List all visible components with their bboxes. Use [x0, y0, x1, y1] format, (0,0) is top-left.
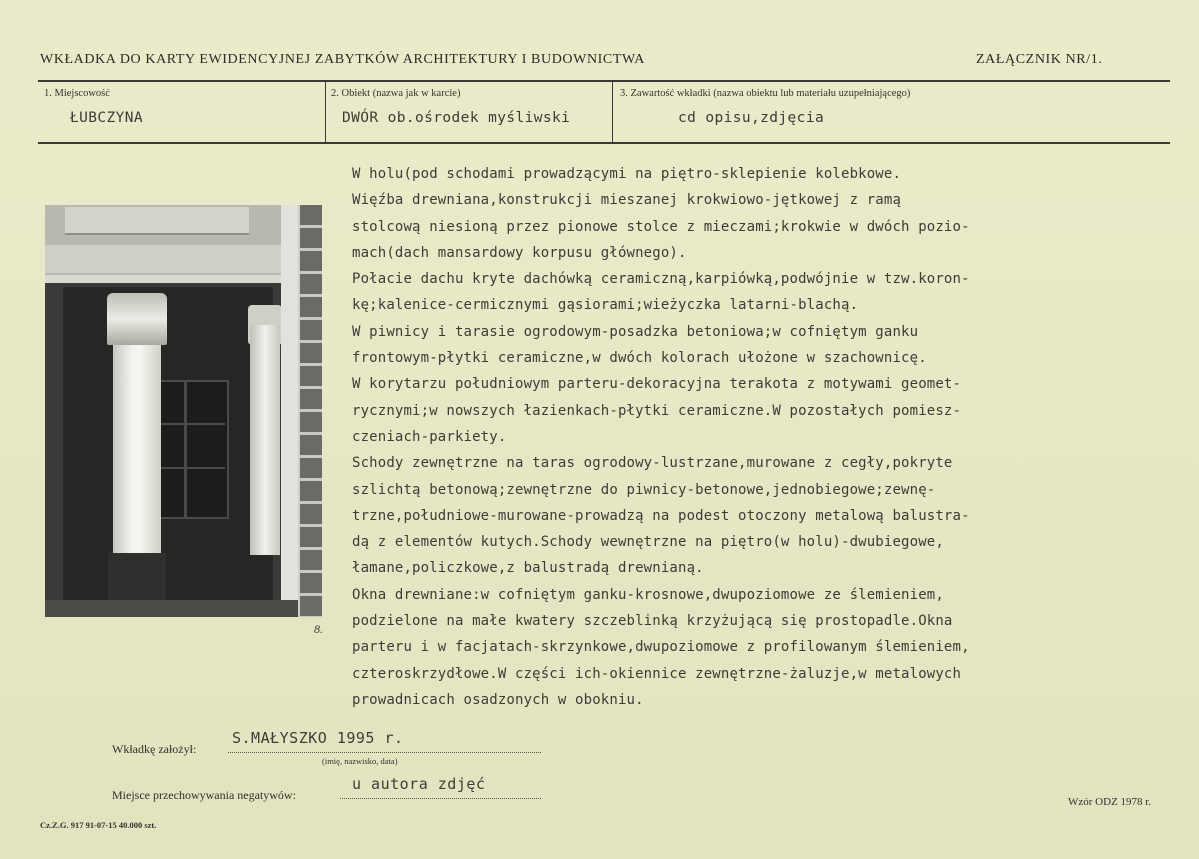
- field-value-locality: ŁUBCZYNA: [70, 110, 144, 126]
- description-line: mach(dach mansardowy korpusu głównego).: [352, 244, 687, 261]
- description-line: szlichtą betonową;zewnętrzne do piwnicy-betonowe,jednobiegowe;zewnę-: [352, 481, 936, 498]
- header-rule-bottom: [38, 142, 1170, 144]
- description-line: prowadnicach osadzonych w obokniu.: [352, 691, 644, 708]
- author-caption: (imię, nazwisko, data): [322, 756, 398, 766]
- description-text: [352, 161, 1152, 713]
- description-line: Połacie dachu kryte dachówką ceramiczną,karpiówką,podwójnie w tzw.koron-: [352, 271, 970, 288]
- description-line: łamane,policzkowe,z balustradą drewnianą.: [352, 560, 704, 577]
- storage-line: [340, 798, 541, 799]
- field-label-content: 3. Zawartość wkładki (nazwa obiektu lub materiału uzupełniającego): [620, 88, 911, 99]
- storage-value: u autora zdjęć: [352, 775, 486, 793]
- description-line: czteroskrzydłowe.W części ich-okiennice zewnętrzne-żaluzje,w metalowych: [352, 665, 962, 682]
- field-value-object: DWÓR ob.ośrodek myśliwski: [342, 110, 571, 126]
- building-photo: [45, 205, 322, 617]
- description-line: W holu(pod schodami prowadzącymi na piętro-sklepienie kolebkowe.: [352, 166, 902, 182]
- storage-label: Miejsce przechowywania negatywów:: [112, 788, 296, 802]
- print-info: Cz.Z.G. 917 91-07-15 40.000 szt.: [40, 820, 157, 830]
- description-line: kę;kalenice-cermicznymi gąsiorami;wieżyczka latarni-blachą.: [352, 297, 859, 314]
- description-line: podzielone na małe kwatery szczeblinką krzyżującą się prostopadle.Okna: [352, 613, 953, 630]
- description-line: W piwnicy i tarasie ogrodowym-posadzka betoniowa;w cofniętym ganku: [352, 323, 919, 340]
- author-label: Wkładkę założył:: [112, 742, 197, 756]
- description-line: Schody zewnętrzne na taras ogrodowy-lustrzane,murowane z cegły,pokryte: [352, 455, 953, 472]
- field-divider-2: [612, 82, 613, 142]
- description-line: stolcową niesioną przez pionowe stolce z mieczami;krokwie w dwóch pozio-: [352, 218, 970, 235]
- description-line: trzne,południowe-murowane-prowadzą na podest otoczony metalową balustra-: [352, 507, 970, 524]
- form-model: Wzór ODZ 1978 r.: [1068, 796, 1152, 808]
- photo-number: 8.: [314, 622, 323, 636]
- author-value: S.MAŁYSZKO 1995 r.: [232, 729, 404, 747]
- description-line: dą z elementów kutych.Schody wewnętrzne na piętro(w holu)-dwubiegowe,: [352, 534, 944, 551]
- description-line: W korytarzu południowym parteru-dekoracyjna terakota z motywami geomet-: [352, 376, 962, 393]
- description-line: Więźba drewniana,konstrukcji mieszanej krokwiowo-jętkowej z ramą: [352, 192, 902, 209]
- description-line: czeniach-parkiety.: [352, 428, 507, 445]
- description-line: frontowym-płytki ceramiczne,w dwóch kolorach ułożone w szachownicę.: [352, 350, 927, 367]
- field-label-locality: 1. Miejscowość: [44, 88, 110, 99]
- field-label-object: 2. Obiekt (nazwa jak w karcie): [331, 88, 461, 99]
- description-line: Okna drewniane:w cofniętym ganku-krosnowe,dwupoziomowe ze ślemieniem,: [352, 586, 944, 603]
- field-value-content: cd opisu,zdjęcia: [678, 110, 825, 126]
- attachment-number: ZAŁĄCZNIK NR/1.: [976, 52, 1103, 67]
- author-line: [228, 752, 541, 753]
- header-rule-top: [38, 80, 1170, 82]
- form-title: WKŁADKA DO KARTY EWIDENCYJNEJ ZABYTKÓW ARCHITEKTURY I BUDOWNICTWA: [40, 52, 645, 67]
- description-line: parteru i w facjatach-skrzynkowe,dwupoziomowe z profilowanym ślemieniem,: [352, 639, 970, 656]
- field-divider-1: [325, 82, 326, 142]
- description-line: rycznymi;w nowszych łazienkach-płytki ceramiczne.W pozostałych pomiesz-: [352, 402, 962, 419]
